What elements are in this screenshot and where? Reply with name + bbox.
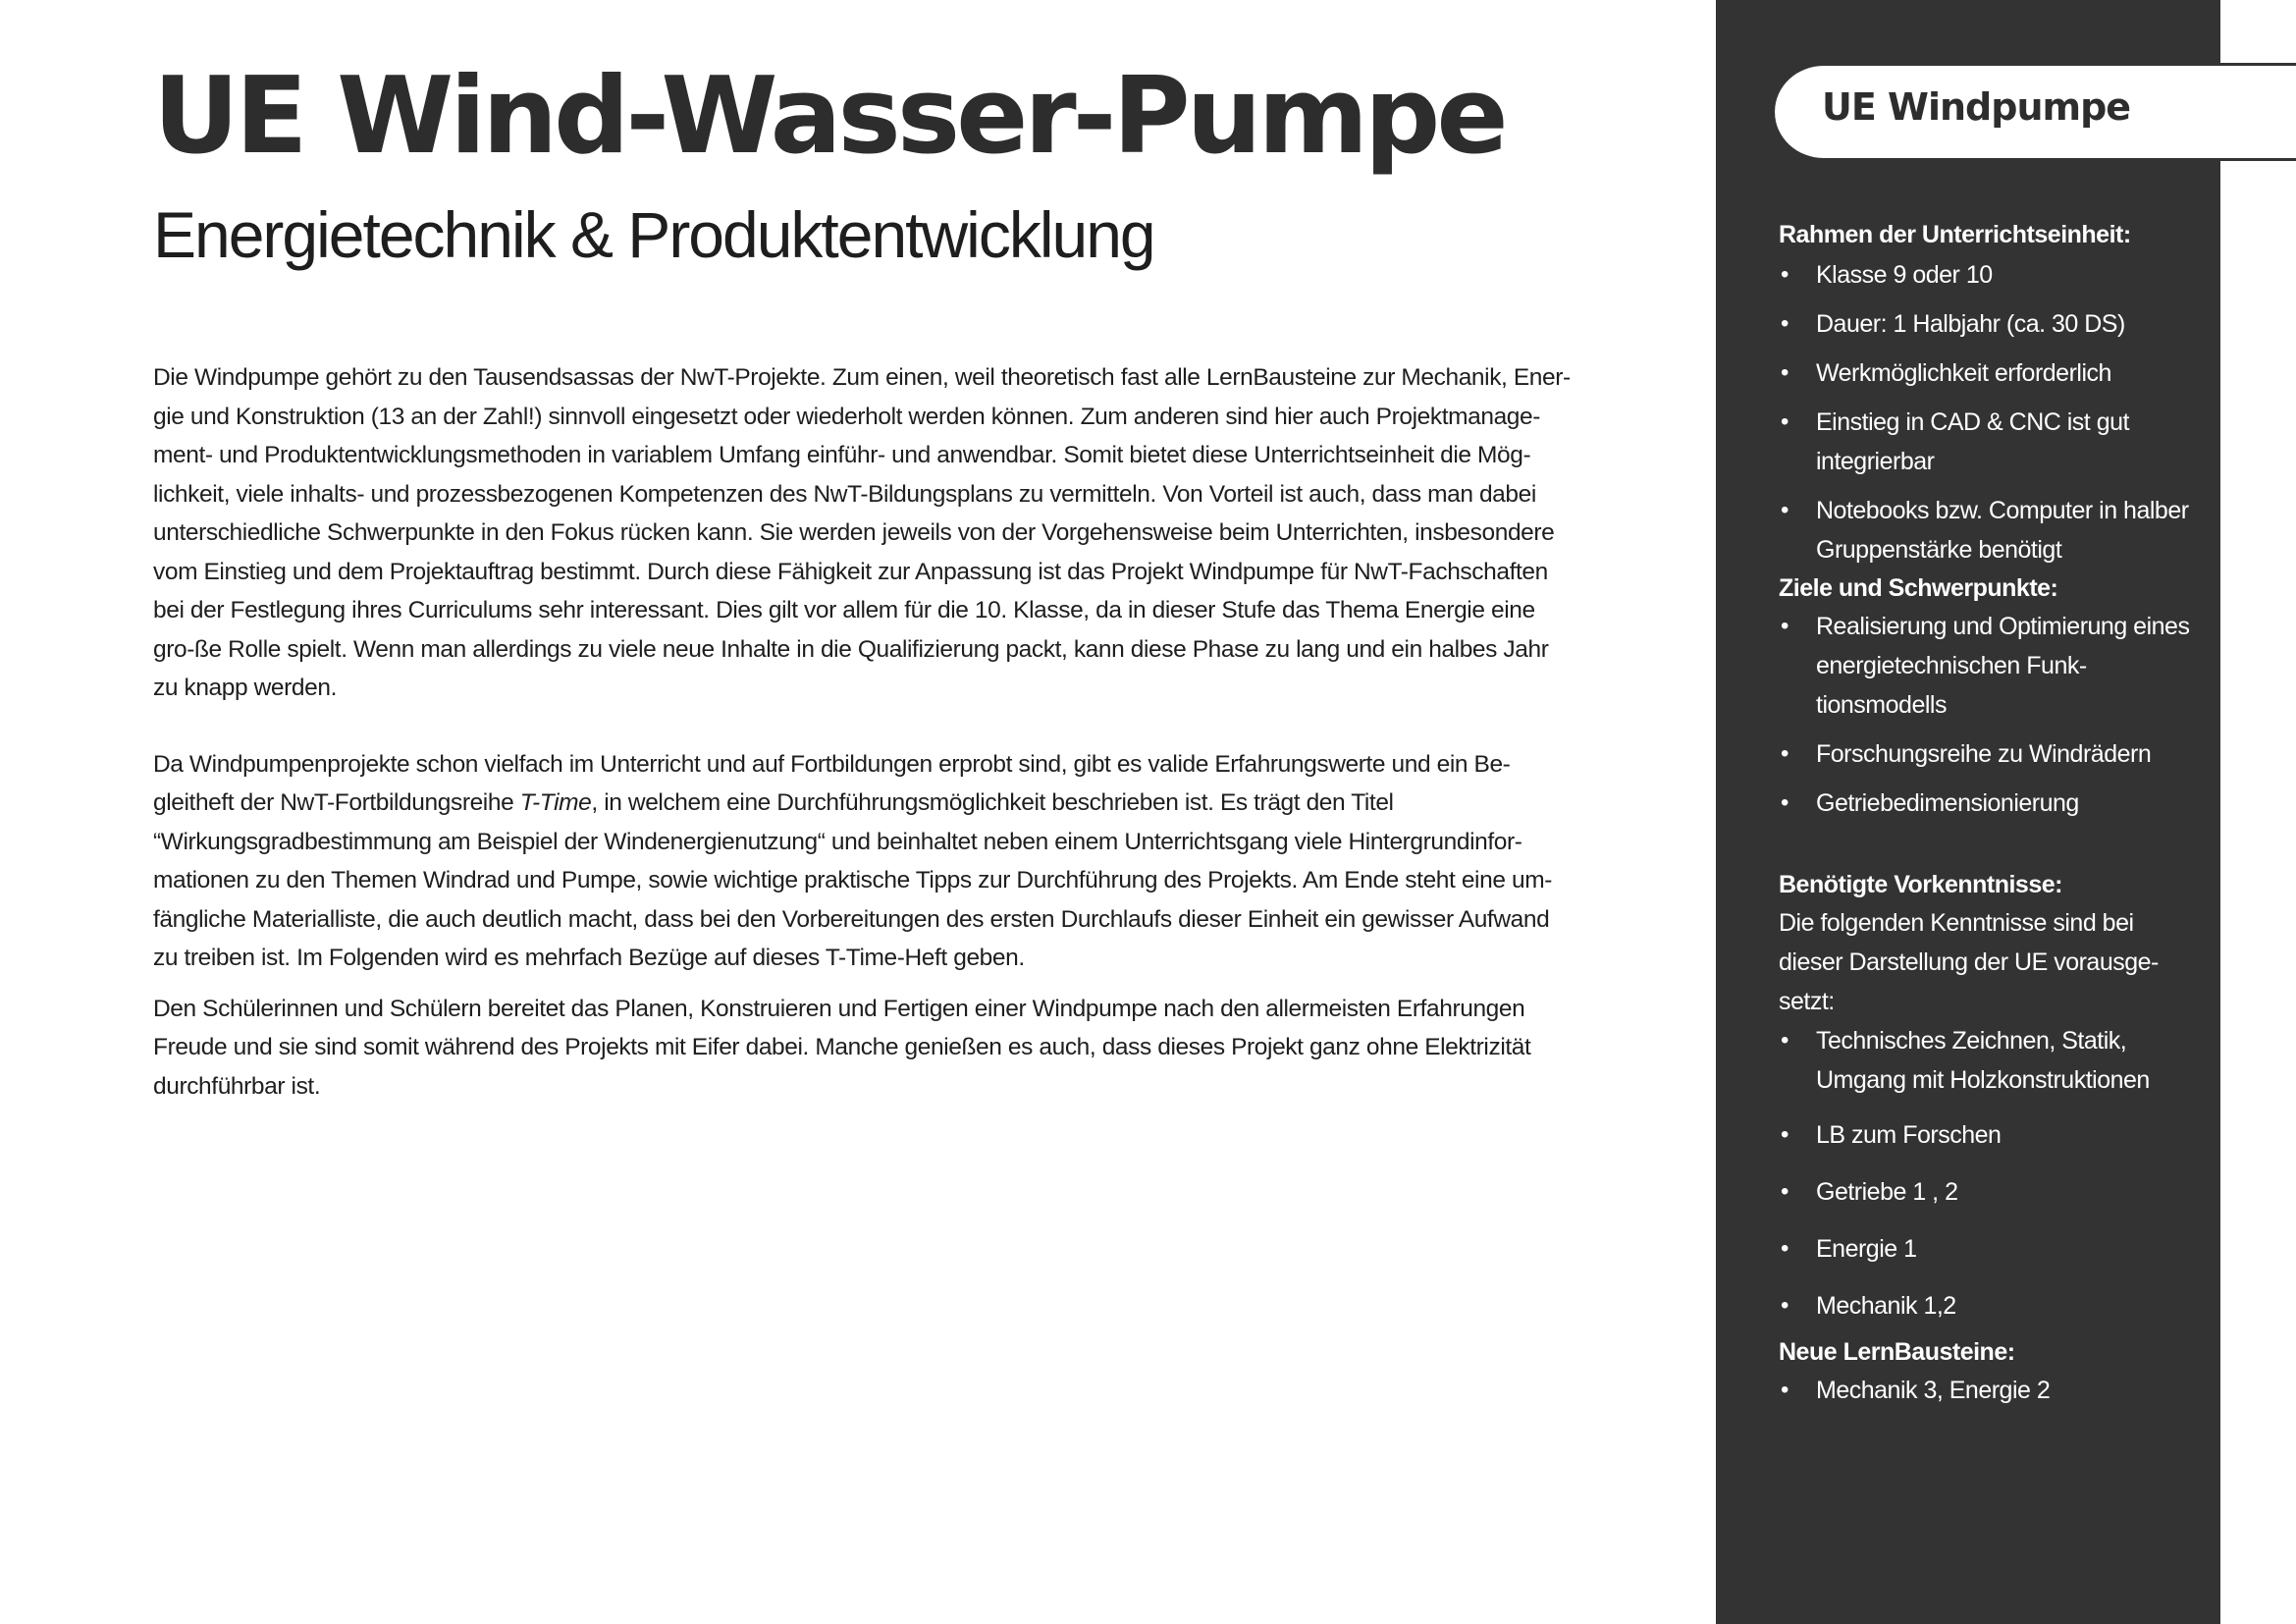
list-goals	[1779, 607, 2191, 823]
list-item	[1779, 304, 2191, 344]
list-item	[1779, 1172, 2191, 1212]
list-item	[1779, 403, 2191, 481]
list-item	[1779, 491, 2191, 569]
prerequisites-intro: Die folgenden Kenntnisse sind bei dieser Darstellung der UE vorausge-setzt:	[1779, 909, 2159, 1015]
bullet-icon: •	[1781, 261, 1789, 288]
list-item	[1779, 353, 2191, 393]
list-item	[1779, 734, 2191, 774]
paragraph-experience-part1: Da Windpumpenprojekte schon vielfach im Unterricht und auf Fortbildungen erprobt sind, gibt es valide Erfahrungswerte und ein Be-gleitheft der NwT-Fortbildungsreihe	[153, 750, 1511, 817]
sidebar-content	[1779, 216, 2191, 1410]
body-text	[153, 358, 1576, 1106]
section-heading-prerequisites: Benötigte Vorkenntnisse:	[1779, 871, 2062, 898]
ttime-italic: T-Time	[519, 789, 592, 817]
bullet-icon: •	[1781, 789, 1789, 816]
list-item	[1779, 255, 2191, 295]
list-new-modules	[1779, 1371, 2191, 1410]
bullet-icon: •	[1781, 1121, 1789, 1148]
bullet-icon: •	[1781, 1292, 1789, 1319]
list-item-text: Einstieg in CAD & CNC ist gut integrierbar	[1816, 408, 2129, 475]
page-title: UE Wind-Wasser-Pumpe	[153, 55, 1505, 178]
bullet-icon: •	[1781, 310, 1789, 337]
list-item	[1779, 607, 2191, 725]
list-item	[1779, 1286, 2191, 1326]
list-item-text: LB zum Forschen	[1816, 1121, 2002, 1149]
sidebar-tab-label: UE Windpumpe	[1822, 85, 2131, 129]
list-item-text: Energie 1	[1816, 1235, 1917, 1263]
bullet-icon: •	[1781, 497, 1789, 523]
list-item-text: Realisierung und Optimierung eines energietechnischen Funk-tionsmodells	[1816, 613, 2190, 719]
list-item-text: Mechanik 3, Energie 2	[1816, 1377, 2051, 1404]
bullet-icon: •	[1781, 1027, 1789, 1054]
bullet-icon: •	[1781, 408, 1789, 435]
list-item-text: Dauer: 1 Halbjahr (ca. 30 DS)	[1816, 310, 2125, 338]
list-item-text: Klasse 9 oder 10	[1816, 261, 1993, 289]
main-content	[153, 55, 1576, 1106]
list-item-text: Getriebe 1 , 2	[1816, 1178, 1958, 1206]
list-item	[1779, 784, 2191, 823]
page-subtitle: Energietechnik & Produktentwicklung	[153, 197, 1154, 271]
bullet-icon: •	[1781, 1377, 1789, 1403]
list-item-text: Getriebedimensionierung	[1816, 789, 2079, 817]
list-prerequisites	[1779, 1021, 2191, 1326]
list-item-text: Mechanik 1,2	[1816, 1292, 1956, 1320]
list-item	[1779, 1115, 2191, 1155]
bullet-icon: •	[1781, 740, 1789, 767]
bullet-icon: •	[1781, 613, 1789, 639]
list-item	[1779, 1021, 2191, 1100]
paragraph-intro: Die Windpumpe gehört zu den Tausendsassas der NwT-Projekte. Zum einen, weil theoretisch fast alle LernBausteine zur Mechanik, Ener-gie und Konstruktion (13 an der Zahl!) sinnvoll eingesetzt oder wiederholt werden können. Zum anderen sind hier auch Projektmanage-ment- und Produktentwicklungsmethoden in variablem Umfang einführ- und anwendbar. Somit bietet diese Unterrichtseinheit die Mög-lichkeit, viele inhalts- und prozessbezogenen Kompetenzen des NwT-Bildungsplans zu vermitteln. Von Vorteil ist auch, dass man dabei unterschiedliche Schwerpunkte in den Fokus rücken kann. Sie werden jeweils von der Vorgehensweise beim Unterrichten, insbesondere vom Einstieg und dem Projektauftrag bestimmt. Durch diese Fähigkeit zur Anpassung ist das Projekt Windpumpe für NwT-Fachschaften bei der Festlegung ihres Curriculums sehr interessant. Dies gilt vor allem für die 10. Klasse, da in dieser Stufe das Thema Energie eine gro-ße Rolle spielt. Wenn man allerdings zu viele neue Inhalte in die Qualifizierung packt, kann diese Phase zu lang und ein halbes Jahr zu knapp werden.	[153, 364, 1571, 702]
bullet-icon: •	[1781, 1178, 1789, 1205]
list-item-text: Technisches Zeichnen, Statik, Umgang mit Holzkonstruktionen	[1816, 1027, 2150, 1094]
list-framework	[1779, 255, 2191, 569]
section-heading-goals: Ziele und Schwerpunkte:	[1779, 574, 2058, 602]
list-item-text: Forschungsreihe zu Windrädern	[1816, 740, 2152, 768]
right-margin	[2220, 0, 2296, 1624]
section-heading-framework: Rahmen der Unterrichtseinheit:	[1779, 221, 2131, 248]
section-heading-new-modules: Neue LernBausteine:	[1779, 1338, 2015, 1366]
bullet-icon: •	[1781, 1235, 1789, 1262]
list-item	[1779, 1371, 2191, 1410]
paragraph-experience	[153, 745, 1576, 978]
sidebar-tab	[1775, 63, 2296, 161]
paragraph-experience-part2: , in welchem eine Durchführungsmöglichkeit beschrieben ist. Es trägt den Titel “Wirkungsgradbestimmung am Beispiel der Windenergienutzung“ und beinhaltet neben einem Unterrichtsgang viele Hintergrundinfor-mationen zu den Themen Windrad und Pumpe, sowie wichtige praktische Tipps zur Durchführung des Projekts. Am Ende steht eine um-fängliche Materialliste, die auch deutlich macht, dass bei den Vorbereitungen des ersten Durchlaufs dieser Einheit ein gewisser Aufwand zu treiben ist. Im Folgenden wird es mehrfach Bezüge auf dieses T-Time-Heft geben.	[153, 789, 1552, 972]
list-item	[1779, 1229, 2191, 1269]
list-item-text: Notebooks bzw. Computer in halber Gruppenstärke benötigt	[1816, 497, 2189, 564]
paragraph-students: Den Schülerinnen und Schülern bereitet das Planen, Konstruieren und Fertigen einer Windpumpe nach den allermeisten Erfahrungen Freude und sie sind somit während des Projekts mit Eifer dabei. Manche genießen es auch, dass dieses Projekt ganz ohne Elektrizität durchführbar ist.	[153, 995, 1531, 1100]
bullet-icon: •	[1781, 359, 1789, 386]
list-item-text: Werkmöglichkeit erforderlich	[1816, 359, 2111, 387]
